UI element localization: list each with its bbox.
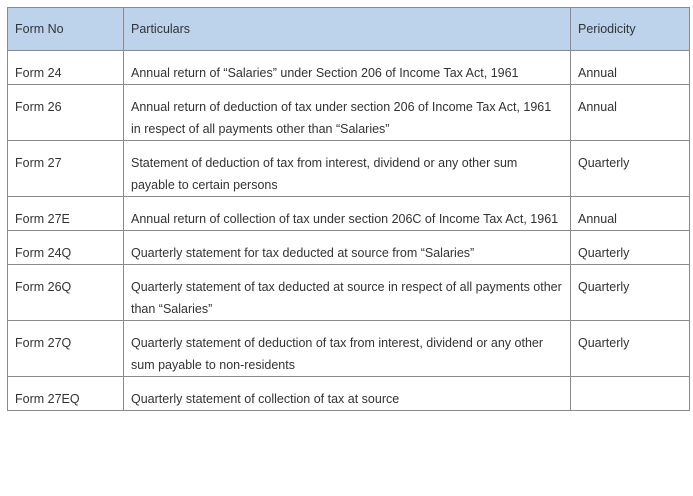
cell-particulars: Quarterly statement of collection of tax at source (124, 377, 571, 411)
cell-form-no: Form 27EQ (8, 377, 124, 411)
cell-particulars: Quarterly statement for tax deducted at source from “Salaries” (124, 231, 571, 265)
cell-form-no: Form 27 (8, 141, 124, 197)
cell-form-no: Form 27Q (8, 321, 124, 377)
forms-table (7, 7, 690, 411)
header-form-no: Form No (8, 8, 124, 51)
cell-periodicity: Quarterly (571, 141, 690, 197)
table-row (8, 141, 690, 197)
table-row (8, 51, 690, 85)
table-row (8, 377, 690, 411)
cell-periodicity: Quarterly (571, 321, 690, 377)
table-header-row (8, 8, 690, 51)
table-row (8, 197, 690, 231)
header-periodicity: Periodicity (571, 8, 690, 51)
cell-form-no: Form 24 (8, 51, 124, 85)
header-particulars: Particulars (124, 8, 571, 51)
cell-periodicity: Annual (571, 85, 690, 141)
cell-particulars: Annual return of collection of tax under section 206C of Income Tax Act, 1961 (124, 197, 571, 231)
cell-periodicity: Annual (571, 51, 690, 85)
cell-periodicity (571, 377, 690, 411)
table-row (8, 85, 690, 141)
cell-periodicity: Quarterly (571, 231, 690, 265)
cell-form-no: Form 27E (8, 197, 124, 231)
table-row (8, 321, 690, 377)
table-row (8, 231, 690, 265)
cell-particulars: Statement of deduction of tax from interest, dividend or any other sum payable to certain persons (124, 141, 571, 197)
cell-form-no: Form 26 (8, 85, 124, 141)
cell-form-no: Form 26Q (8, 265, 124, 321)
cell-periodicity: Quarterly (571, 265, 690, 321)
cell-particulars: Annual return of deduction of tax under section 206 of Income Tax Act, 1961 in respect of all payments other than “Salaries” (124, 85, 571, 141)
cell-periodicity: Annual (571, 197, 690, 231)
cell-particulars: Quarterly statement of deduction of tax from interest, dividend or any other sum payable to non-residents (124, 321, 571, 377)
cell-particulars: Quarterly statement of tax deducted at source in respect of all payments other than “Salaries” (124, 265, 571, 321)
cell-form-no: Form 24Q (8, 231, 124, 265)
cell-particulars: Annual return of “Salaries” under Section 206 of Income Tax Act, 1961 (124, 51, 571, 85)
table-row (8, 265, 690, 321)
